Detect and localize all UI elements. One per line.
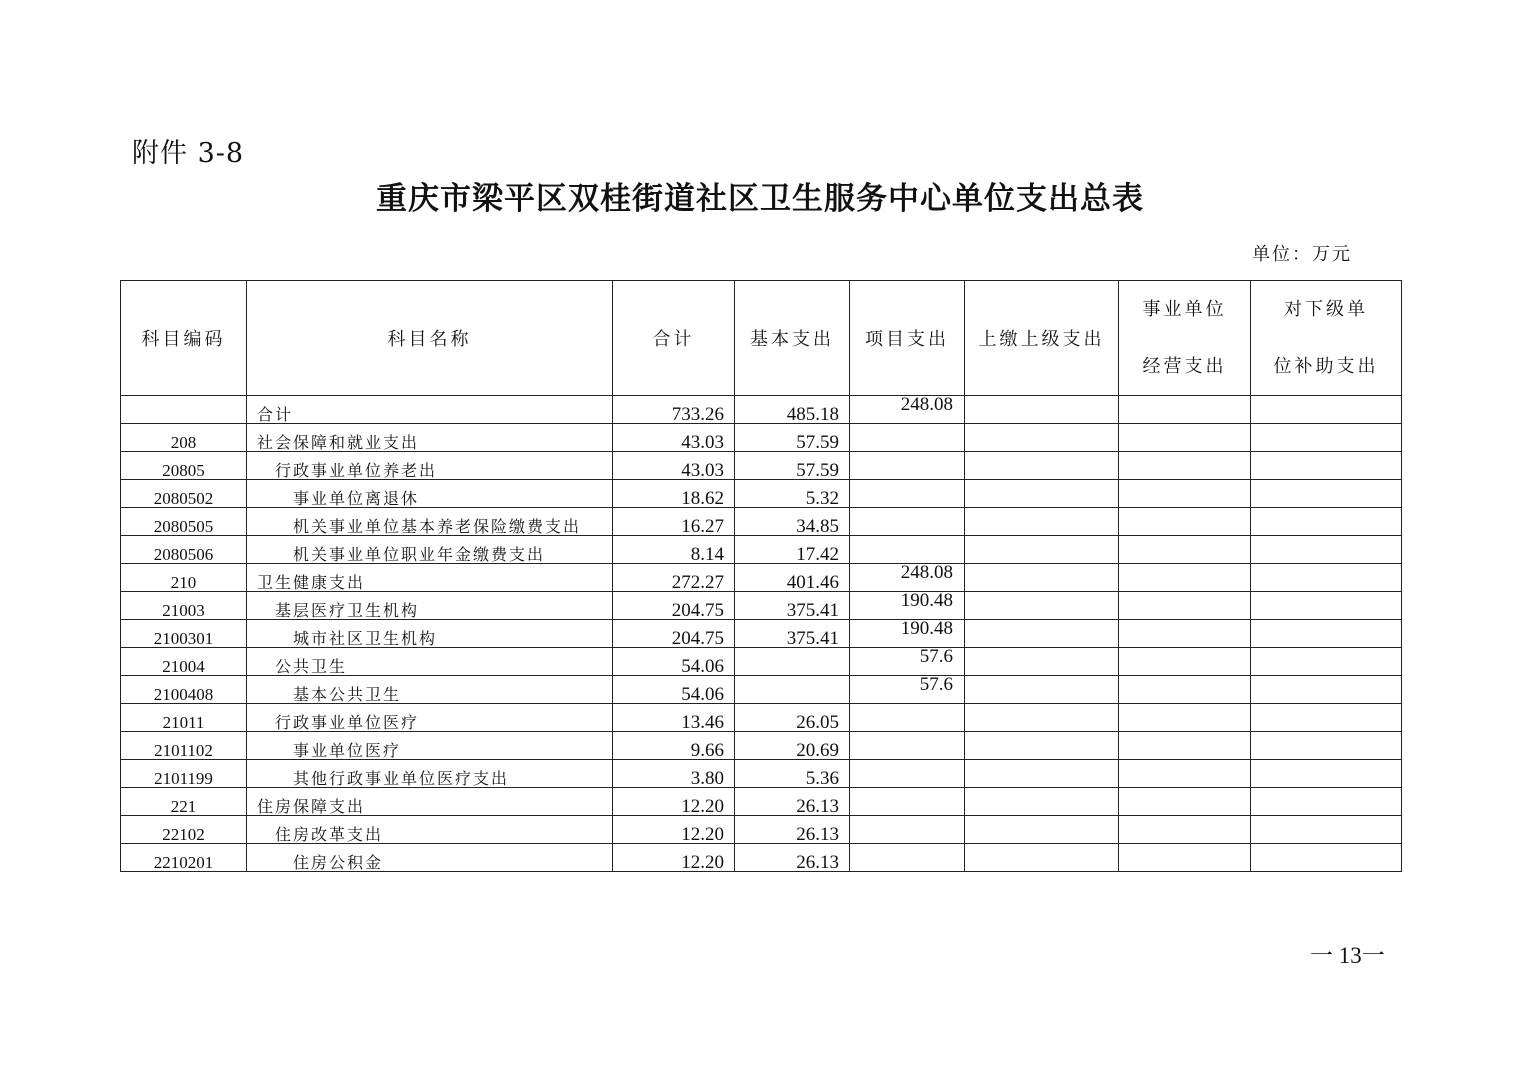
cell-subsidy bbox=[1251, 592, 1402, 620]
cell-name: 城市社区卫生机构 bbox=[247, 620, 613, 648]
cell-business bbox=[1119, 564, 1251, 592]
cell-name: 事业单位医疗 bbox=[247, 732, 613, 760]
cell-upper bbox=[965, 564, 1119, 592]
cell-total: 13.46 bbox=[613, 704, 735, 732]
cell-business bbox=[1119, 620, 1251, 648]
cell-name: 住房保障支出 bbox=[247, 788, 613, 816]
table-row bbox=[121, 620, 1402, 648]
cell-business bbox=[1119, 396, 1251, 424]
cell-business bbox=[1119, 732, 1251, 760]
cell-basic: 26.13 bbox=[735, 788, 850, 816]
cell-project: 57.6 bbox=[850, 648, 965, 676]
table-row bbox=[121, 732, 1402, 760]
cell-business bbox=[1119, 676, 1251, 704]
cell-upper bbox=[965, 704, 1119, 732]
cell-subsidy bbox=[1251, 564, 1402, 592]
header-total: 合计 bbox=[613, 281, 735, 396]
cell-code: 21003 bbox=[121, 592, 247, 620]
cell-code: 210 bbox=[121, 564, 247, 592]
cell-total: 272.27 bbox=[613, 564, 735, 592]
cell-code: 21004 bbox=[121, 648, 247, 676]
cell-upper bbox=[965, 788, 1119, 816]
cell-project: 248.08 bbox=[850, 564, 965, 592]
table-row bbox=[121, 536, 1402, 564]
cell-subsidy bbox=[1251, 396, 1402, 424]
cell-subsidy bbox=[1251, 536, 1402, 564]
header-business-line2: 经营支出 bbox=[1142, 356, 1227, 377]
table-row bbox=[121, 508, 1402, 536]
cell-subsidy bbox=[1251, 788, 1402, 816]
table-row bbox=[121, 396, 1402, 424]
cell-code: 2101199 bbox=[121, 760, 247, 788]
header-subsidy-line1: 对下级单 bbox=[1284, 299, 1368, 320]
cell-upper bbox=[965, 620, 1119, 648]
header-subsidy-line2: 位补助支出 bbox=[1273, 356, 1379, 377]
cell-name: 基本公共卫生 bbox=[247, 676, 613, 704]
cell-total: 12.20 bbox=[613, 788, 735, 816]
cell-project: 190.48 bbox=[850, 620, 965, 648]
cell-project bbox=[850, 536, 965, 564]
page-title: 重庆市梁平区双桂街道社区卫生服务中心单位支出总表 bbox=[376, 181, 1144, 217]
cell-upper bbox=[965, 648, 1119, 676]
cell-basic: 57.59 bbox=[735, 424, 850, 452]
cell-name: 机关事业单位职业年金缴费支出 bbox=[247, 536, 613, 564]
cell-basic: 26.05 bbox=[735, 704, 850, 732]
cell-code: 22102 bbox=[121, 816, 247, 844]
cell-total: 9.66 bbox=[613, 732, 735, 760]
cell-total: 204.75 bbox=[613, 620, 735, 648]
cell-name: 行政事业单位养老出 bbox=[247, 452, 613, 480]
cell-code: 208 bbox=[121, 424, 247, 452]
cell-upper bbox=[965, 816, 1119, 844]
cell-business bbox=[1119, 508, 1251, 536]
cell-business bbox=[1119, 592, 1251, 620]
table-row bbox=[121, 564, 1402, 592]
cell-project bbox=[850, 508, 965, 536]
cell-upper bbox=[965, 592, 1119, 620]
cell-subsidy bbox=[1251, 424, 1402, 452]
cell-code bbox=[121, 396, 247, 424]
cell-project bbox=[850, 844, 965, 872]
cell-name: 事业单位离退休 bbox=[247, 480, 613, 508]
cell-basic: 375.41 bbox=[735, 620, 850, 648]
cell-code: 2080502 bbox=[121, 480, 247, 508]
cell-total: 12.20 bbox=[613, 816, 735, 844]
cell-name: 行政事业单位医疗 bbox=[247, 704, 613, 732]
cell-code: 2080505 bbox=[121, 508, 247, 536]
cell-basic: 5.32 bbox=[735, 480, 850, 508]
cell-upper bbox=[965, 452, 1119, 480]
cell-total: 733.26 bbox=[613, 396, 735, 424]
header-subsidy bbox=[1251, 281, 1402, 396]
header-business bbox=[1119, 281, 1251, 396]
cell-subsidy bbox=[1251, 844, 1402, 872]
cell-subsidy bbox=[1251, 508, 1402, 536]
header-code: 科目编码 bbox=[121, 281, 247, 396]
cell-subsidy bbox=[1251, 620, 1402, 648]
cell-business bbox=[1119, 760, 1251, 788]
cell-name: 其他行政事业单位医疗支出 bbox=[247, 760, 613, 788]
table-row bbox=[121, 760, 1402, 788]
table-row bbox=[121, 704, 1402, 732]
attachment-label: 附件 3-8 bbox=[132, 138, 245, 169]
cell-business bbox=[1119, 648, 1251, 676]
cell-project bbox=[850, 732, 965, 760]
cell-code: 2100408 bbox=[121, 676, 247, 704]
cell-basic: 485.18 bbox=[735, 396, 850, 424]
cell-basic: 26.13 bbox=[735, 816, 850, 844]
cell-business bbox=[1119, 452, 1251, 480]
cell-subsidy bbox=[1251, 816, 1402, 844]
expenditure-table bbox=[120, 280, 1402, 872]
cell-business bbox=[1119, 424, 1251, 452]
cell-upper bbox=[965, 844, 1119, 872]
cell-project: 248.08 bbox=[850, 396, 965, 424]
table-row bbox=[121, 480, 1402, 508]
cell-subsidy bbox=[1251, 480, 1402, 508]
cell-total: 16.27 bbox=[613, 508, 735, 536]
cell-project bbox=[850, 816, 965, 844]
header-name: 科目名称 bbox=[247, 281, 613, 396]
cell-total: 12.20 bbox=[613, 844, 735, 872]
table-row bbox=[121, 844, 1402, 872]
cell-name: 住房公积金 bbox=[247, 844, 613, 872]
cell-business bbox=[1119, 788, 1251, 816]
cell-code: 2080506 bbox=[121, 536, 247, 564]
cell-code: 20805 bbox=[121, 452, 247, 480]
cell-name: 卫生健康支出 bbox=[247, 564, 613, 592]
cell-business bbox=[1119, 816, 1251, 844]
cell-upper bbox=[965, 396, 1119, 424]
cell-subsidy bbox=[1251, 676, 1402, 704]
cell-name: 基层医疗卫生机构 bbox=[247, 592, 613, 620]
cell-upper bbox=[965, 480, 1119, 508]
cell-subsidy bbox=[1251, 760, 1402, 788]
cell-basic: 17.42 bbox=[735, 536, 850, 564]
cell-code: 2210201 bbox=[121, 844, 247, 872]
table-row bbox=[121, 592, 1402, 620]
cell-project bbox=[850, 760, 965, 788]
cell-name: 机关事业单位基本养老保险缴费支出 bbox=[247, 508, 613, 536]
cell-basic: 401.46 bbox=[735, 564, 850, 592]
cell-upper bbox=[965, 760, 1119, 788]
header-basic: 基本支出 bbox=[735, 281, 850, 396]
cell-code: 2101102 bbox=[121, 732, 247, 760]
header-upper: 上缴上级支出 bbox=[965, 281, 1119, 396]
cell-basic: 20.69 bbox=[735, 732, 850, 760]
table-row bbox=[121, 816, 1402, 844]
cell-basic: 57.59 bbox=[735, 452, 850, 480]
cell-code: 221 bbox=[121, 788, 247, 816]
cell-name: 社会保障和就业支出 bbox=[247, 424, 613, 452]
cell-total: 43.03 bbox=[613, 424, 735, 452]
cell-project bbox=[850, 788, 965, 816]
header-project: 项目支出 bbox=[850, 281, 965, 396]
page-number: 一 13一 bbox=[1310, 943, 1385, 968]
cell-basic bbox=[735, 648, 850, 676]
cell-total: 3.80 bbox=[613, 760, 735, 788]
cell-total: 54.06 bbox=[613, 676, 735, 704]
cell-project bbox=[850, 452, 965, 480]
cell-basic: 34.85 bbox=[735, 508, 850, 536]
table-row bbox=[121, 648, 1402, 676]
cell-subsidy bbox=[1251, 648, 1402, 676]
cell-code: 21011 bbox=[121, 704, 247, 732]
table-header-row bbox=[121, 281, 1402, 396]
cell-project bbox=[850, 424, 965, 452]
table-row bbox=[121, 424, 1402, 452]
header-business-line1: 事业单位 bbox=[1142, 299, 1227, 320]
cell-subsidy bbox=[1251, 732, 1402, 760]
cell-project: 190.48 bbox=[850, 592, 965, 620]
cell-upper bbox=[965, 732, 1119, 760]
cell-business bbox=[1119, 704, 1251, 732]
cell-basic: 26.13 bbox=[735, 844, 850, 872]
cell-project bbox=[850, 704, 965, 732]
cell-business bbox=[1119, 480, 1251, 508]
cell-total: 204.75 bbox=[613, 592, 735, 620]
cell-upper bbox=[965, 424, 1119, 452]
cell-upper bbox=[965, 536, 1119, 564]
cell-upper bbox=[965, 676, 1119, 704]
cell-basic bbox=[735, 676, 850, 704]
cell-code: 2100301 bbox=[121, 620, 247, 648]
cell-total: 18.62 bbox=[613, 480, 735, 508]
cell-name: 合计 bbox=[247, 396, 613, 424]
cell-subsidy bbox=[1251, 704, 1402, 732]
table-row bbox=[121, 788, 1402, 816]
cell-business bbox=[1119, 844, 1251, 872]
cell-name: 住房改革支出 bbox=[247, 816, 613, 844]
cell-total: 43.03 bbox=[613, 452, 735, 480]
unit-label: 单位：万元 bbox=[1252, 244, 1352, 265]
cell-upper bbox=[965, 508, 1119, 536]
cell-subsidy bbox=[1251, 452, 1402, 480]
cell-project bbox=[850, 480, 965, 508]
cell-project: 57.6 bbox=[850, 676, 965, 704]
table-row bbox=[121, 452, 1402, 480]
cell-total: 8.14 bbox=[613, 536, 735, 564]
cell-basic: 375.41 bbox=[735, 592, 850, 620]
table-row bbox=[121, 676, 1402, 704]
cell-business bbox=[1119, 536, 1251, 564]
cell-name: 公共卫生 bbox=[247, 648, 613, 676]
cell-basic: 5.36 bbox=[735, 760, 850, 788]
cell-total: 54.06 bbox=[613, 648, 735, 676]
